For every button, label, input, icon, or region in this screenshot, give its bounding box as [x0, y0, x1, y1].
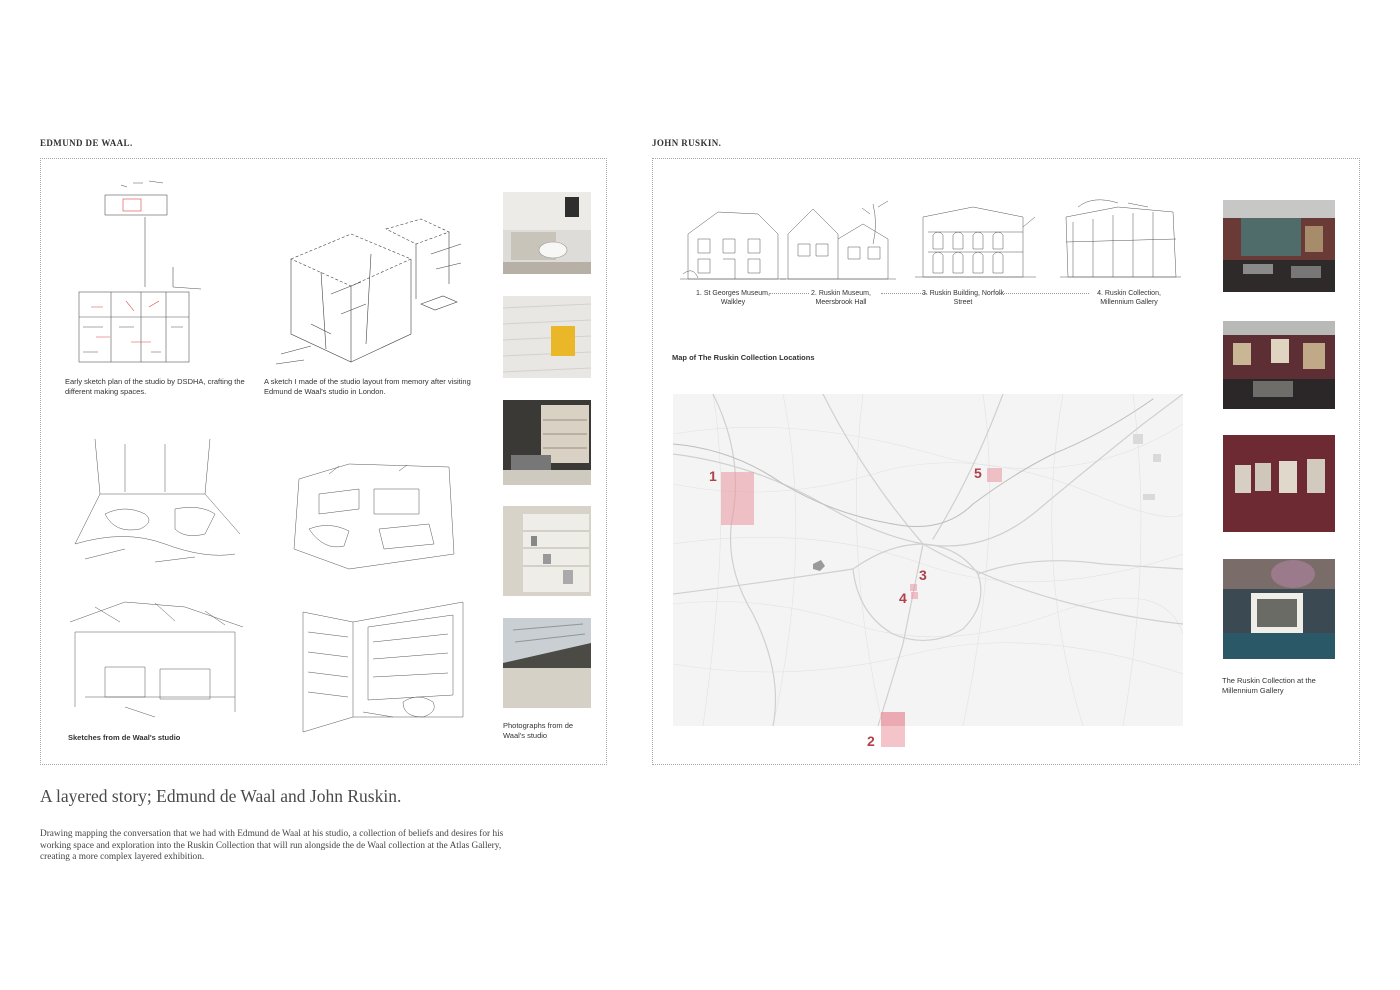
map-marker-label-2[interactable]: 2 [867, 733, 875, 749]
gallery-photos-caption: The Ruskin Collection at the Millennium Gallery [1222, 676, 1316, 695]
edmund-de-waal-panel [40, 158, 607, 765]
map-marker-area-2 [881, 712, 905, 747]
building-caption-1: 1. St Georges Museum, Walkley [696, 290, 770, 306]
john-ruskin-panel [652, 158, 1360, 765]
ruskin-museum-sketch [778, 199, 898, 284]
studio-axonometric-sketch [271, 214, 471, 369]
ruskin-building-sketch [913, 197, 1038, 284]
studio-photo-2 [503, 296, 591, 378]
studio-photo-5 [503, 618, 591, 708]
map-marker-area-5 [987, 468, 1002, 482]
map-marker-area-4 [911, 592, 918, 599]
building-caption-4: 4. Ruskin Collection, Millennium Gallery [1097, 290, 1161, 306]
studio-perspective-sketch-2 [289, 459, 459, 574]
studio-perspective-sketch-3 [65, 597, 245, 727]
studio-photos-caption: Photographs from de Waal's studio [503, 721, 574, 740]
map-title: Map of The Ruskin Collection Locations [672, 353, 815, 362]
studio-photo-3 [503, 400, 591, 485]
building-caption-3: 3. Ruskin Building, Norfolk Street [921, 290, 1005, 306]
building-connector-3 [997, 293, 1089, 294]
studio-plan-sketch [71, 177, 231, 372]
studio-photo-4 [503, 506, 591, 596]
gallery-photo-2 [1223, 321, 1335, 409]
map-marker-area-3 [910, 584, 917, 591]
axo-sketch-caption: A sketch I made of the studio layout from memory after visiting Edmund de Waal's studio in London. [264, 377, 471, 396]
ruskin-locations-map [673, 394, 1183, 726]
studio-photo-1 [503, 192, 591, 274]
gallery-photo-3 [1223, 435, 1335, 532]
millennium-gallery-sketch [1058, 197, 1183, 282]
plan-sketch-caption: Early sketch plan of the studio by DSDHA, crafting the different making spaces. [65, 377, 245, 396]
main-description: Drawing mapping the conversation that we had with Edmund de Waal at his studio, a collection of beliefs and desires for his working space and exploration into the Ruskin Collection that will run alongside the de Waal collection at the Atlas Gallery, creating a more complex layered exhibition. [40, 829, 504, 863]
edmund-de-waal-title: EDMUND DE WAAL. [40, 138, 133, 148]
studio-perspective-sketch-1 [65, 434, 245, 574]
building-caption-2: 2. Ruskin Museum, Meersbrook Hall [811, 290, 871, 306]
map-marker-label-1[interactable]: 1 [709, 468, 717, 484]
sketches-caption: Sketches from de Waal's studio [68, 733, 181, 742]
map-marker-area-1 [721, 472, 754, 525]
studio-perspective-sketch-4 [293, 597, 468, 737]
john-ruskin-title: JOHN RUSKIN. [652, 138, 722, 148]
map-marker-label-3[interactable]: 3 [919, 567, 927, 583]
gallery-photo-4 [1223, 559, 1335, 659]
main-heading: A layered story; Edmund de Waal and John Ruskin. [40, 786, 402, 806]
map-marker-label-4[interactable]: 4 [899, 590, 907, 606]
map-marker-label-5[interactable]: 5 [974, 465, 982, 481]
gallery-photo-1 [1223, 200, 1335, 292]
st-georges-museum-sketch [678, 204, 788, 284]
